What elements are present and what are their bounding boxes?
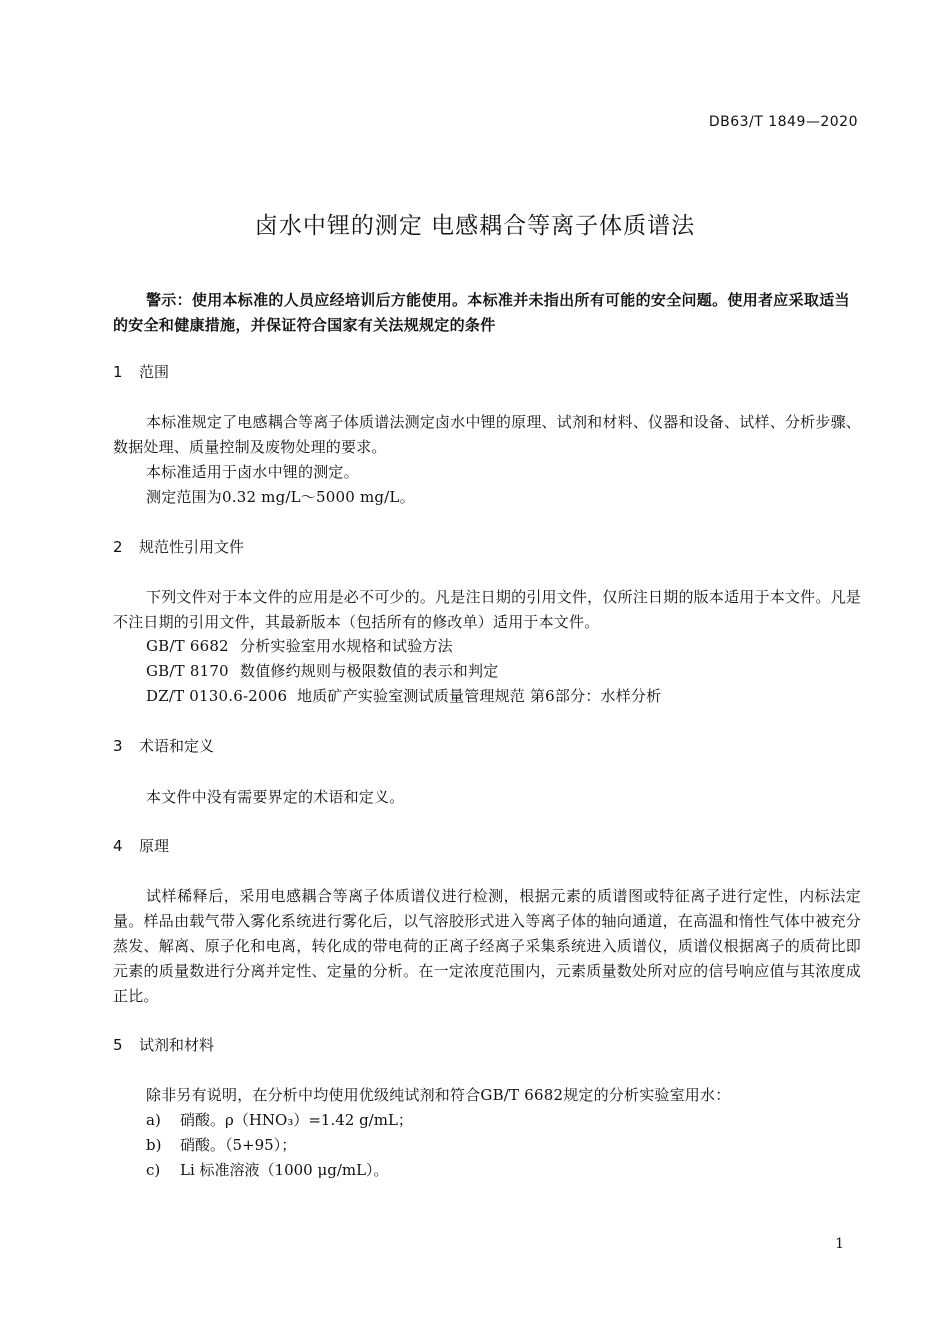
list-text: 硝酸。（5+95）； bbox=[180, 1136, 297, 1154]
list-marker: b) bbox=[146, 1136, 162, 1154]
section-number: 2 bbox=[113, 538, 123, 556]
paragraph: 下列文件对于本文件的应用是必不可少的。凡是注日期的引用文件，仅所注日期的版本适用于本文件。凡是不注日期的引用文件，其最新版本（包括所有的修改单）适用于本文件。 bbox=[113, 588, 861, 631]
warning-notice: 警示：使用本标准的人员应经培训后方能使用。本标准并未指出所有可能的安全问题。使用者应采取适当的安全和健康措施，并保证符合国家有关法规规定的条件 bbox=[113, 291, 850, 334]
list-text: 硝酸。ρ（HNO₃）=1.42 g/mL； bbox=[180, 1111, 413, 1129]
list-text: Li 标准溶液（1000 μg/mL）。 bbox=[180, 1161, 389, 1179]
section-heading-5 bbox=[113, 1034, 214, 1056]
reference-name: 地质矿产实验室测试质量管理规范 第6部分：水样分析 bbox=[297, 687, 662, 705]
section-title: 范围 bbox=[139, 363, 170, 381]
reference-item bbox=[146, 659, 498, 684]
document-title: 卤水中锂的测定 电感耦合等离子体质谱法 bbox=[254, 213, 696, 239]
section-number: 1 bbox=[113, 363, 123, 381]
page-number: 1 bbox=[835, 1236, 844, 1252]
paragraph: 本标准适用于卤水中锂的测定。 bbox=[146, 463, 359, 481]
reference-code: GB/T 6682 bbox=[146, 637, 229, 655]
paragraph: 本文件中没有需要界定的术语和定义。 bbox=[146, 788, 405, 806]
paragraph: 测定范围为0.32 mg/L～5000 mg/L。 bbox=[146, 488, 415, 506]
section-heading-2 bbox=[113, 536, 244, 558]
section-heading-1 bbox=[113, 361, 169, 383]
section-heading-4 bbox=[113, 835, 169, 857]
reference-code: DZ/T 0130.6-2006 bbox=[146, 687, 288, 705]
section-number: 5 bbox=[113, 1036, 123, 1054]
list-item bbox=[146, 1133, 296, 1158]
section-title: 术语和定义 bbox=[139, 737, 215, 755]
section-heading-3 bbox=[113, 735, 214, 757]
section-title: 试剂和材料 bbox=[139, 1036, 215, 1054]
reference-name: 数值修约规则与极限数值的表示和判定 bbox=[240, 662, 499, 680]
section-number: 3 bbox=[113, 737, 123, 755]
reference-item bbox=[146, 634, 453, 659]
list-item bbox=[146, 1158, 389, 1183]
paragraph: 除非另有说明，在分析中均使用优级纯试剂和符合GB/T 6682规定的分析实验室用水： bbox=[146, 1086, 731, 1104]
section-number: 4 bbox=[113, 837, 123, 855]
section-title: 规范性引用文件 bbox=[139, 538, 245, 556]
reference-code: GB/T 8170 bbox=[146, 662, 229, 680]
standard-code: DB63/T 1849—2020 bbox=[708, 114, 858, 130]
reference-name: 分析实验室用水规格和试验方法 bbox=[240, 637, 453, 655]
list-item bbox=[146, 1108, 413, 1133]
paragraph: 试样稀释后，采用电感耦合等离子体质谱仪进行检测，根据元素的质谱图或特征离子进行定性，内标法定量。样品由载气带入雾化系统进行雾化后，以气溶胶形式进入等离子体的轴向通道，在高温和惰性气体中被充分蒸发、解离、原子化和电离，转化成的带电荷的正离子经离子采集系统进入质谱仪，质谱仪根据离子的质荷比即元素的质量数进行分离并定性、定量的分析。在一定浓度范围内，元素质量数处所对应的信号响应值与其浓度成正比。 bbox=[113, 887, 861, 1005]
section-title: 原理 bbox=[139, 837, 170, 855]
list-marker: c) bbox=[146, 1161, 161, 1179]
list-marker: a) bbox=[146, 1111, 161, 1129]
reference-item bbox=[146, 684, 661, 709]
paragraph: 本标准规定了电感耦合等离子体质谱法测定卤水中锂的原理、试剂和材料、仪器和设备、试样、分析步骤、数据处理、质量控制及废物处理的要求。 bbox=[113, 413, 861, 456]
